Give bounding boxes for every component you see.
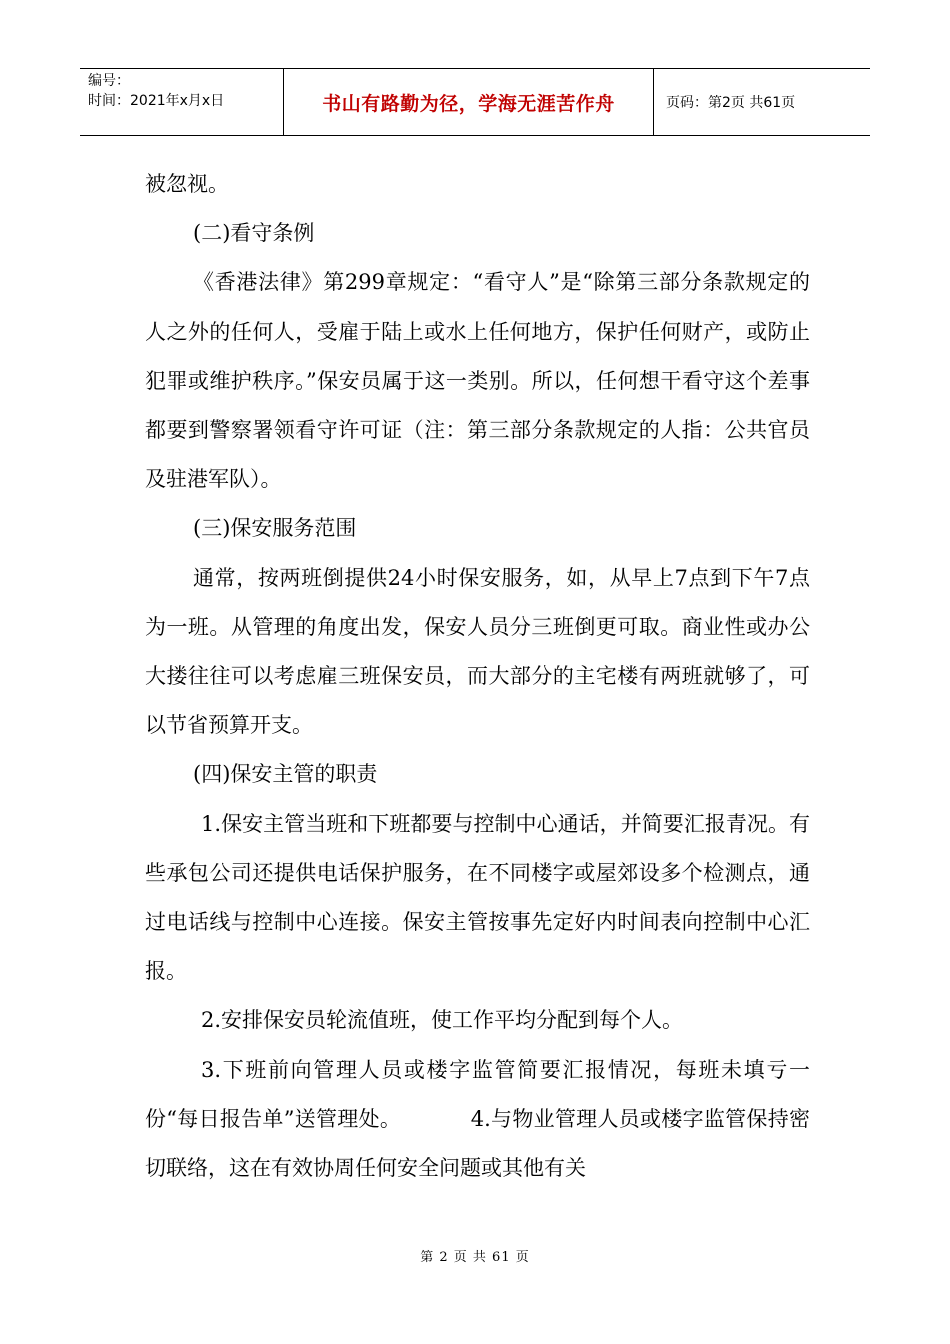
paragraph-duty-2: 2.安排保安员轮流值班，使工作平均分配到每个人。 bbox=[201, 1008, 684, 1033]
document-body bbox=[145, 160, 810, 1193]
paragraph-duty-3-4: 3.下班前向管理人员或楼字监管简要汇报情况，每班未填亏一份“每日报告单”送管理处。 4.与物业管理人员或楼字监管保持密切联络，这在有效协周任何安全问题或其他有关 bbox=[145, 1057, 810, 1181]
paragraph-shift-service: 通常，按两班倒提供24小时保安服务，如，从早上7点到下午7点为一班。从管理的角度出发，保安人员分三班倒更可取。商业性或办公大搂往往可以考虑雇三班保安员，而大部分的主宅楼有两班就够了，可以节省预算开支。 bbox=[145, 565, 810, 738]
header-page-info: 页码：第2页 共61页 bbox=[666, 95, 796, 111]
header-page-info-cell bbox=[654, 69, 870, 135]
paragraph-continuation: 被忽视。 bbox=[145, 172, 229, 196]
header-motto: 书山有路勤为径，学海无涯苦作舟 bbox=[322, 92, 615, 115]
page-header bbox=[80, 68, 870, 136]
header-motto-cell bbox=[283, 69, 654, 135]
section-heading-guard-regulations: (二)看守条例 bbox=[193, 221, 315, 246]
document-time-label: 时间：2021年x月x日 bbox=[88, 93, 225, 109]
document-number-label: 编号： bbox=[88, 73, 130, 89]
section-heading-supervisor-duties: (四)保安主管的职责 bbox=[193, 762, 378, 787]
paragraph-hk-law: 《香港法律》第299章规定：“看守人”是“除第三部分条款规定的人之外的任何人，受雇于陆上或水上任何地方，保护任何财产，或防止犯罪或维护秩序。”保安员属于这一类别。所以，任何想干看守这个差事都要到警察署领看守许可证（注：第三部分条款规定的人指：公共官员及驻港军队）。 bbox=[145, 270, 810, 492]
header-meta bbox=[80, 69, 283, 135]
page-footer: 第 2 页 共 61 页 bbox=[420, 1250, 530, 1265]
paragraph-duty-1: 1.保安主管当班和下班都要与控制中心通话，并简要汇报青况。有些承包公司还提供电话保护服务，在不同楼字或屋郊设多个检测点，通过电话线与控制中心连接。保安主管按事先定好内时间表向控制中心汇报。 bbox=[145, 811, 810, 984]
section-heading-service-scope: (三)保安服务范围 bbox=[193, 516, 357, 541]
